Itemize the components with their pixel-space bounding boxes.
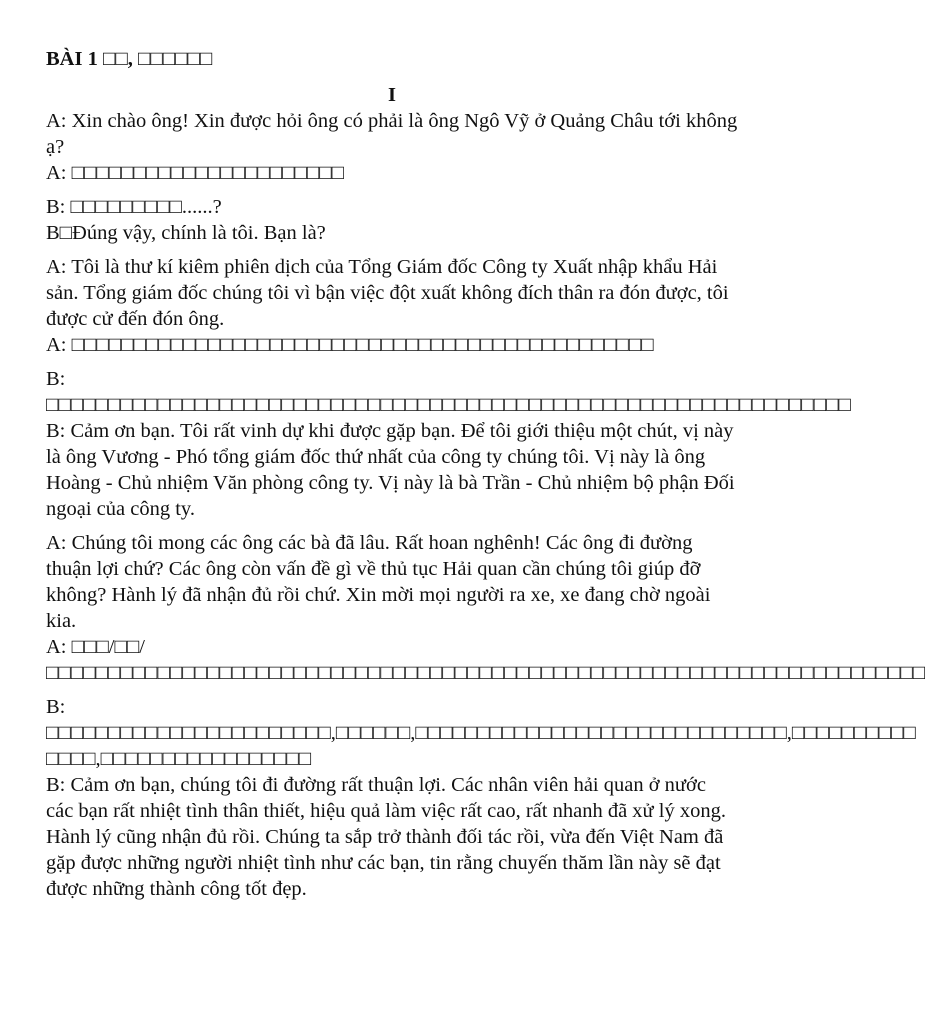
dialogue-paragraph-zh-b1: B: □□□□□□□□□......?: [46, 196, 222, 218]
dialogue-paragraph-zh-a2: A: □□□□□□□□□□□□□□□□□□□□□□□□□□□□□□□□□□□□□□□□□□□□□□□: [46, 334, 654, 356]
dialogue-paragraph-vi-b1: B□Đúng vậy, chính là tôi. Bạn là?: [46, 222, 326, 244]
dialogue-paragraph-vi-b3: B: Cảm ơn bạn, chúng tôi đi đường rất thuận lợi. Các nhân viên hải quan ở nước các bạn rất nhiệt tình thân thiết, hiệu quả làm việc rất cao, rất nhanh đã xử lý xong. Hành lý cũng nhận đủ rồi. Chúng ta sắp trở thành đối tác rồi, vừa đến Việt Nam đã gặp được những người nhiệt tình như các bạn, tin rằng chuyến thăm lần này sẽ đạt được những thành công tốt đẹp.: [46, 774, 726, 900]
document-page: [46, 46, 925, 902]
dialogue-paragraph-zh-b3: B: □□□□□□□□□□□□□□□□□□□□□□□,□□□□□□,□□□□□□□□□□□□□□□□□□□□□□□□□□□□□□,□□□□□□□□□□ □□□□,□□□□□□□□□□□□□□□□□: [46, 696, 916, 770]
lesson-heading: BÀI 1 □□, □□□□□□: [46, 48, 213, 70]
dialogue-paragraph-vi-b2: B: Cảm ơn bạn. Tôi rất vinh dự khi được gặp bạn. Để tôi giới thiệu một chút, vị này là ông Vương - Phó tổng giám đốc thứ nhất của công ty chúng tôi. Vị này là ông Hoàng - Chủ nhiệm Văn phòng công ty. Vị này là bà Trần - Chủ nhiệm bộ phận Đối ngoại của công ty.: [46, 420, 735, 520]
section-title: I: [388, 84, 396, 106]
dialogue-paragraph-zh-b2: B: □□□□□□□□□□□□□□□□□□□□□□□□□□□□□□□□□□□□□□□□□□□□□□□□□□□□□□□□□□□□□□□□□: [46, 368, 851, 416]
dialogue-paragraph-zh-a3: A: □□□/□□/□□□□□□□□□□□□□□□□□□□□□□□□□□□□□□□□□□□□□□□□□□□□□□□□□□□□□□□□□□□□□□□□□□□□□□□: [46, 636, 925, 684]
dialogue-paragraph-vi-a3: A: Chúng tôi mong các ông các bà đã lâu. Rất hoan nghênh! Các ông đi đường thuận lợi chứ? Các ông còn vấn đề gì về thủ tục Hải quan cần chúng tôi giúp đỡ không? Hành lý đã nhận đủ rồi chứ. Xin mời mọi người ra xe, xe đang chờ ngoài kia.: [46, 532, 711, 632]
dialogue-paragraph-vi-a2: A: Tôi là thư kí kiêm phiên dịch của Tổng Giám đốc Công ty Xuất nhập khẩu Hải sản. Tổng giám đốc chúng tôi vì bận việc đột xuất không đích thân ra đón được, tôi được cử đến đón ông.: [46, 256, 729, 330]
dialogue-paragraph-zh-a1: A: □□□□□□□□□□□□□□□□□□□□□□: [46, 162, 345, 184]
dialogue-paragraph-vi-a1: A: Xin chào ông! Xin được hỏi ông có phải là ông Ngô Vỹ ở Quảng Châu tới không ạ?: [46, 110, 738, 158]
